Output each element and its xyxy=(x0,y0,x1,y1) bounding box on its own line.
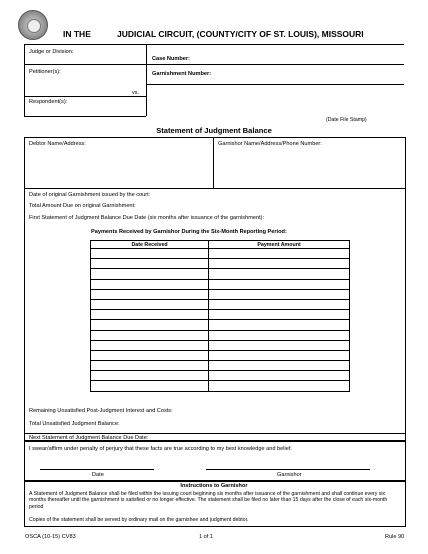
table-row xyxy=(91,350,350,360)
garnishor-address-label: Garnishor Name/Address/Phone Number: xyxy=(218,141,322,147)
party-divider xyxy=(213,137,214,188)
oath-text: I swear/affirm under penalty of perjury that these facts are true according to my best knowledge and belief. xyxy=(29,446,292,452)
case-number-rule xyxy=(146,64,404,65)
table-row xyxy=(91,269,350,279)
payment-date-cell[interactable] xyxy=(91,269,209,279)
first-due-date-label: First Statement of Judgment Balance Due Date (six months after issuance of the garnishment): xyxy=(29,215,265,221)
total-due-label: Total Amount Due on original Garnishment: xyxy=(29,203,136,209)
payment-amount-cell[interactable] xyxy=(209,299,350,309)
instructions-para-1: A Statement of Judgment Balance shall be filed within the issuing court beginning six months after issuance of the garnishment and shall continue every six months thereafter until the garnishment is satisfied or no longer effective. The statement shall be filed no later than 15 days after the close of each six-month period xyxy=(29,491,388,510)
table-row xyxy=(91,310,350,320)
table-row xyxy=(91,279,350,289)
party-rule xyxy=(24,188,406,189)
payment-amount-cell[interactable] xyxy=(209,249,350,259)
payment-amount-cell[interactable] xyxy=(209,371,350,381)
vs-label: vs. xyxy=(132,90,140,96)
payment-date-cell[interactable] xyxy=(91,330,209,340)
header-in-the: IN THE xyxy=(63,29,91,39)
date-signature-line[interactable] xyxy=(40,469,154,470)
payment-amount-cell[interactable] xyxy=(209,310,350,320)
judge-label: Judge or Division: xyxy=(29,49,74,55)
next-due-rule xyxy=(24,433,406,434)
payment-date-cell[interactable] xyxy=(91,310,209,320)
total-unsatisfied-label: Total Unsatisfied Judgment Balance: xyxy=(29,421,120,427)
payment-amount-cell[interactable] xyxy=(209,350,350,360)
missouri-seal-icon xyxy=(18,10,48,40)
next-due-date-label: Next Statement of Judgment Balance Due Date: xyxy=(29,435,149,441)
remaining-interest-label: Remaining Unsatisfied Post-Judgment Interest and Costs: xyxy=(29,408,173,414)
page-number: 1 of 1 xyxy=(199,534,213,540)
payment-amount-cell[interactable] xyxy=(209,289,350,299)
judge-rule xyxy=(24,64,146,65)
col-payment-amount: Payment Amount xyxy=(209,241,350,249)
table-row xyxy=(91,299,350,309)
payment-date-cell[interactable] xyxy=(91,320,209,330)
table-row xyxy=(91,249,350,259)
payments-heading: Payments Received by Garnishor During the Six-Month Reporting Period: xyxy=(91,229,287,235)
garnishment-number-rule xyxy=(146,84,404,85)
respondent-label: Respondent(s): xyxy=(29,99,68,105)
table-row xyxy=(91,381,350,391)
payment-date-cell[interactable] xyxy=(91,249,209,259)
payment-date-cell[interactable] xyxy=(91,371,209,381)
instructions-heading: Instructions to Garnishor xyxy=(180,483,248,489)
payment-date-cell[interactable] xyxy=(91,299,209,309)
payment-date-cell[interactable] xyxy=(91,381,209,391)
vs-rule xyxy=(24,96,146,97)
original-date-label: Date of original Garnishment issued by the court: xyxy=(29,192,151,198)
rule-number: Rule 90 xyxy=(385,534,405,540)
date-file-stamp: (Date File Stamp) xyxy=(326,117,367,123)
table-row xyxy=(91,361,350,371)
respondent-rule xyxy=(24,116,146,117)
case-left-border xyxy=(24,44,25,116)
table-row xyxy=(91,320,350,330)
payment-amount-cell[interactable] xyxy=(209,279,350,289)
garnishment-number-label: Garnishment Number: xyxy=(152,71,212,77)
payment-amount-cell[interactable] xyxy=(209,361,350,371)
garnishor-signature-line[interactable] xyxy=(206,469,370,470)
col-date-received: Date Received xyxy=(91,241,209,249)
payment-date-cell[interactable] xyxy=(91,361,209,371)
payment-amount-cell[interactable] xyxy=(209,269,350,279)
page-title: Statement of Judgment Balance xyxy=(156,126,272,135)
case-number-label: Case Number: xyxy=(152,56,190,62)
payments-table xyxy=(90,240,350,392)
debtor-label: Debtor Name/Address: xyxy=(29,141,86,147)
payment-amount-cell[interactable] xyxy=(209,381,350,391)
payment-amount-cell[interactable] xyxy=(209,340,350,350)
payment-amount-cell[interactable] xyxy=(209,330,350,340)
garnishor-label: Garnishor xyxy=(277,472,302,478)
header-court: JUDICIAL CIRCUIT, (COUNTY/CITY OF ST. LOUIS), MISSOURI xyxy=(117,29,364,39)
header-rule xyxy=(24,44,404,45)
petitioner-label: Petitioner(s): xyxy=(29,69,61,75)
table-row xyxy=(91,340,350,350)
table-row xyxy=(91,371,350,381)
instructions-para-2: Copies of the statement shall be served by ordinary mail on the garnishee and judgment debtor. xyxy=(29,517,249,523)
payment-date-cell[interactable] xyxy=(91,340,209,350)
payment-amount-cell[interactable] xyxy=(209,320,350,330)
case-divider xyxy=(146,44,147,116)
table-row xyxy=(91,259,350,269)
table-row xyxy=(91,289,350,299)
date-label: Date xyxy=(92,472,104,478)
payment-date-cell[interactable] xyxy=(91,289,209,299)
payment-date-cell[interactable] xyxy=(91,259,209,269)
payment-date-cell[interactable] xyxy=(91,350,209,360)
form-id: OSCA (10-15) CV83 xyxy=(25,534,76,540)
table-row xyxy=(91,330,350,340)
payment-amount-cell[interactable] xyxy=(209,259,350,269)
payment-date-cell[interactable] xyxy=(91,279,209,289)
